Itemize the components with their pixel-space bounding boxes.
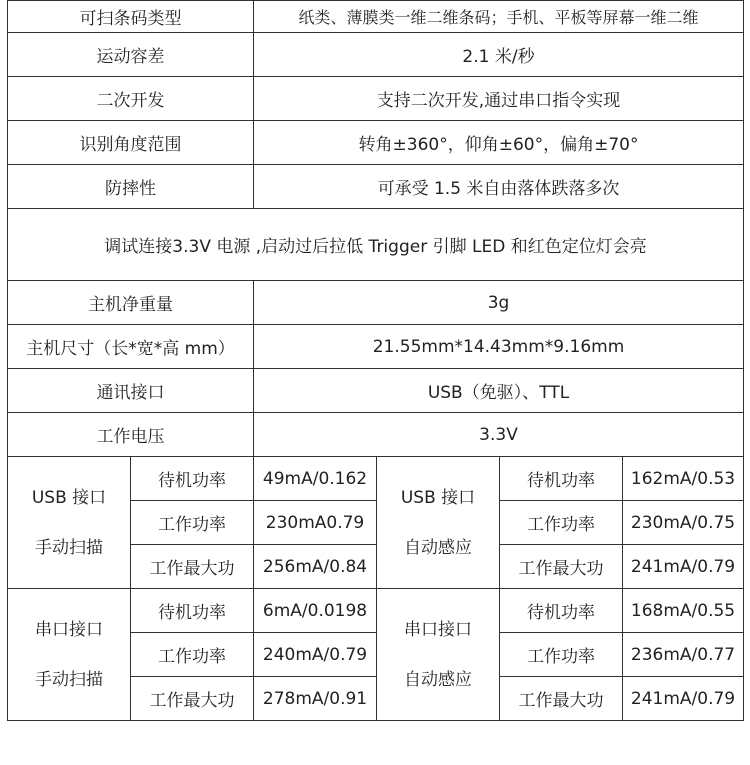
spec-row-dimensions — [8, 325, 744, 369]
metric-value: 236mA/0.77 — [623, 633, 744, 677]
metric-value: 168mA/0.55 — [623, 589, 744, 633]
mode-interface: 串口接口 — [35, 619, 103, 640]
metric-value: 162mA/0.53 — [623, 457, 744, 501]
spec-value: 3g — [254, 281, 744, 325]
mode-interface: 串口接口 — [404, 619, 472, 640]
metric-value: 240mA/0.79 — [254, 633, 377, 677]
metric-label: 工作功率 — [500, 501, 623, 545]
metric-value: 278mA/0.91 — [254, 677, 377, 721]
spec-value: 可承受 1.5 米自由落体跌落多次 — [254, 165, 744, 209]
mode-cell-usb-auto — [377, 457, 500, 589]
spec-label: 主机尺寸（长*宽*高 mm） — [8, 325, 254, 369]
spec-label: 识别角度范围 — [8, 121, 254, 165]
metric-label: 工作功率 — [500, 633, 623, 677]
metric-label: 工作最大功 — [131, 545, 254, 589]
metric-label: 工作最大功 — [131, 677, 254, 721]
metric-value: 6mA/0.0198 — [254, 589, 377, 633]
spec-label: 防摔性 — [8, 165, 254, 209]
metric-value: 230mA0.79 — [254, 501, 377, 545]
mode-cell-serial-auto — [377, 589, 500, 721]
spec-value: USB（免驱）、TTL — [254, 369, 744, 413]
spec-value: 21.55mm*14.43mm*9.16mm — [254, 325, 744, 369]
metric-label: 工作功率 — [131, 633, 254, 677]
metric-label: 待机功率 — [131, 457, 254, 501]
spec-row-interface — [8, 369, 744, 413]
power-table — [7, 456, 744, 721]
metric-label: 工作最大功 — [500, 545, 623, 589]
spec-label: 可扫条码类型 — [8, 1, 254, 33]
metric-label: 工作最大功 — [500, 677, 623, 721]
spec-row-motion-tolerance — [8, 33, 744, 77]
spec-row-secondary-dev — [8, 77, 744, 121]
spec-value: 支持二次开发,通过串口指令实现 — [254, 77, 744, 121]
mode-scan-type: 自动感应 — [404, 537, 472, 558]
mode-interface: USB 接口 — [400, 487, 476, 508]
metric-label: 待机功率 — [131, 589, 254, 633]
spec-row-drop-resistance — [8, 165, 744, 209]
spec-row-barcode-types — [8, 1, 744, 33]
mode-cell-serial-manual — [8, 589, 131, 721]
spec-value: 纸类、薄膜类一维二维条码；手机、平板等屏幕一维二维 — [254, 1, 744, 33]
spec-label: 运动容差 — [8, 33, 254, 77]
metric-value: 241mA/0.79 — [623, 677, 744, 721]
spec-sheet — [7, 0, 743, 721]
spec-value: 3.3V — [254, 413, 744, 457]
mode-scan-type: 手动扫描 — [35, 537, 103, 558]
spec-value: 转角±360°，仰角±60°，偏角±70° — [254, 121, 744, 165]
page-bottom-margin — [0, 712, 750, 765]
power-row — [8, 589, 744, 633]
metric-label: 待机功率 — [500, 457, 623, 501]
mode-cell-usb-manual — [8, 457, 131, 589]
metric-value: 256mA/0.84 — [254, 545, 377, 589]
mode-scan-type: 自动感应 — [404, 669, 472, 690]
metric-label: 待机功率 — [500, 589, 623, 633]
debug-note: 调试连接3.3V 电源 ,启动过后拉低 Trigger 引脚 LED 和红色定位灯会亮 — [8, 209, 744, 281]
spec-label: 二次开发 — [8, 77, 254, 121]
spec-row-weight — [8, 281, 744, 325]
spec-table — [7, 0, 744, 457]
mode-scan-type: 手动扫描 — [35, 669, 103, 690]
power-row — [8, 457, 744, 501]
metric-value: 49mA/0.162 — [254, 457, 377, 501]
spec-label: 通讯接口 — [8, 369, 254, 413]
spec-value: 2.1 米/秒 — [254, 33, 744, 77]
spec-label: 工作电压 — [8, 413, 254, 457]
spec-row-voltage — [8, 413, 744, 457]
spec-row-angle-range — [8, 121, 744, 165]
metric-label: 工作功率 — [131, 501, 254, 545]
metric-value: 241mA/0.79 — [623, 545, 744, 589]
mode-interface: USB 接口 — [31, 487, 107, 508]
spec-label: 主机净重量 — [8, 281, 254, 325]
metric-value: 230mA/0.75 — [623, 501, 744, 545]
note-row — [8, 209, 744, 281]
